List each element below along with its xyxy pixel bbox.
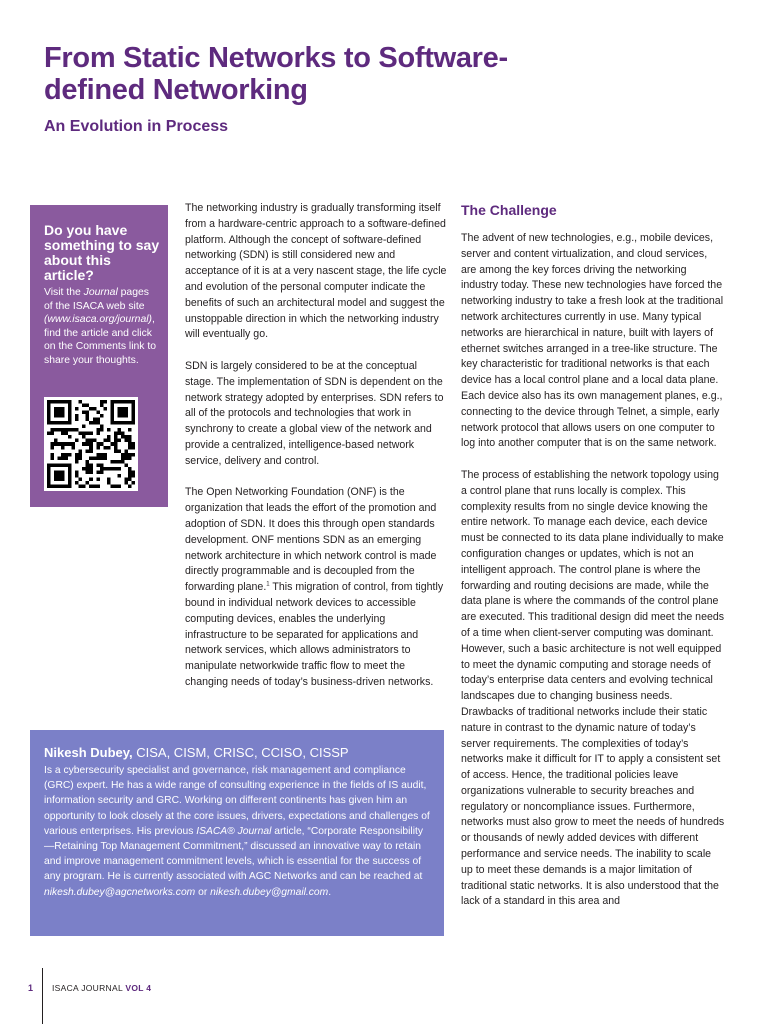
challenge-paragraph: The advent of new technologies, e.g., mobile devices, server and content virtualization, and cloud services, are among the key forces driving the networking industry today. These new technologies have forced the networking industry to take a fresh look at the traditional network architectures currently in use. Many typical networks are hierarchical in nature, built with layers of ethernet switches arranged in a tree-like structure. The key characteristic for traditional networks is that each device has a local control plane and a local data plane. Each device also has its own management planes, e.g., connecting to the device through Telnet, a simple, early network protocol that allows users on one computer to log into another computer that is on the same network. (461, 232, 724, 450)
author-line (44, 744, 432, 761)
promo-text (44, 286, 160, 367)
footer-journal-label (52, 983, 151, 993)
challenge-paragraph: The process of establishing the network topology using a control plane that runs locally is complex. This complexity results from no single device knowing the entire network. To manage each device, each device must be connected to its data plane individually to make configuration changes or updates, which is not an intelligent approach. The control plane is where the forwarding and routing decisions are made, while the data plane is where the commands of the control plane are executed. This traditional design did meet the needs of a time when client-server computing was dominant. However, such a basic architecture is not well equipped to meet the dynamic computing and storage needs of today’s enterprise data centers and evolving technical landscapes due to changing business needs. Drawbacks of traditional networks include their static nature in contrast to the dynamic nature of today’s server requirements. The complexities of today’s networks make it difficult for IT to apply a consistent set of access. Hence, the traditional policies leave organizations vulnerable to security breaches and regulatory or noncompliance issues. Furthermore, networks must also grow to meet the needs of hundreds or thousands of newly added devices with different performance and service needs. The inability to scale up to meet these demands is a major limitation of traditional static networks. It is also understood that the lack of a standard in this area and (461, 468, 725, 908)
intro-column (185, 201, 447, 707)
author-credentials: CISA, CISM, CRISC, CCISO, CISSP (132, 745, 349, 760)
intro-text: The Open Networking Foundation (ONF) is the organization that leads the effort of the promotion and adoption of SDN. It does this through open standards development. ONF mentions SDN as an emerging network architecture in which network control is made directly programmable and is decoupled from the forwarding plane. (185, 486, 437, 594)
qr-code-icon[interactable] (44, 397, 138, 491)
promo-journal-name: Journal (83, 287, 118, 298)
bio-text: article, “Corporate Responsibility—Retaining Top Management Commitment,” discussed an innovative way to retain and improve management commitment levels, which is essential for the success of any program. He is currently associated with AGC Networks and can be reached at (44, 825, 424, 883)
article-title: From Static Networks to Software-defined Networking (44, 42, 508, 106)
promo-heading: Do you have something to say about this article? (44, 222, 160, 283)
promo-text-part: pages of the ISACA web site (44, 287, 149, 312)
author-email-link[interactable]: nikesh.dubey@gmail.com (210, 886, 329, 898)
intro-paragraph: SDN is largely considered to be at the conceptual stage. The implementation of SDN is dependent on the network strategy adopted by enterprises. SDN refers to all of the protocols and technologies that work in synchrony to create a global view of the network and provide a centralized, intelligence-based network service, delivery and control. (185, 359, 444, 467)
bio-text: Is a cybersecurity specialist and governance, risk management and compliance (GRC) expert. He has a wide range of consulting experience in the fields of IS audit, information security and GRC. Working on different continents has given him an opportunity to look closely at the core issues, drivers, expectations and challenges of various enterprises. His previous (44, 765, 430, 837)
challenge-column (461, 201, 725, 926)
section-heading: The Challenge (461, 202, 557, 218)
promo-text-part: , find the article and click on the Comments link to share your thoughts. (44, 314, 157, 366)
footer-journal-name: ISACA JOURNAL (52, 983, 123, 993)
article-subtitle: An Evolution in Process (44, 118, 229, 135)
promo-text-part: Visit the (44, 287, 84, 298)
author-bio (44, 763, 432, 900)
comment-promo-box (30, 205, 168, 507)
page-number: 1 (28, 983, 34, 993)
intro-text: This migration of control, from tightly bound in individual network devices to accessible computing devices, enables the underlying infrastructure to be separated for applications and network services, which allows administrators to manipulate networkwide traffic flow to meet the changing needs of today’s business-driven networks. (185, 581, 444, 688)
author-name: Nikesh Dubey, (44, 745, 133, 760)
footer-divider (42, 968, 43, 1024)
intro-paragraph: The networking industry is gradually transforming itself from a hardware-centric approach to a software-defined platform. Although the concept of software-defined networking (SDN) is still considered new and acceptance of it is at a very nascent stage, the life cycle and evolution of the personal computer indicate the benefits of such an architectural model and suggest the unstoppable direction in which the networking industry will eventually go. (185, 202, 447, 341)
author-bio-box (30, 730, 444, 936)
promo-url-link[interactable]: (www.isaca.org/journal) (44, 314, 152, 325)
bio-text: . (328, 886, 332, 898)
footnote-reference[interactable]: 1 (266, 581, 270, 588)
footer-volume: VOL 4 (125, 983, 152, 993)
bio-text: or (195, 886, 211, 898)
intro-paragraph (185, 485, 447, 690)
bio-journal-name: ISACA® Journal (196, 825, 272, 837)
author-email-link[interactable]: nikesh.dubey@agcnetworks.com (44, 886, 196, 898)
